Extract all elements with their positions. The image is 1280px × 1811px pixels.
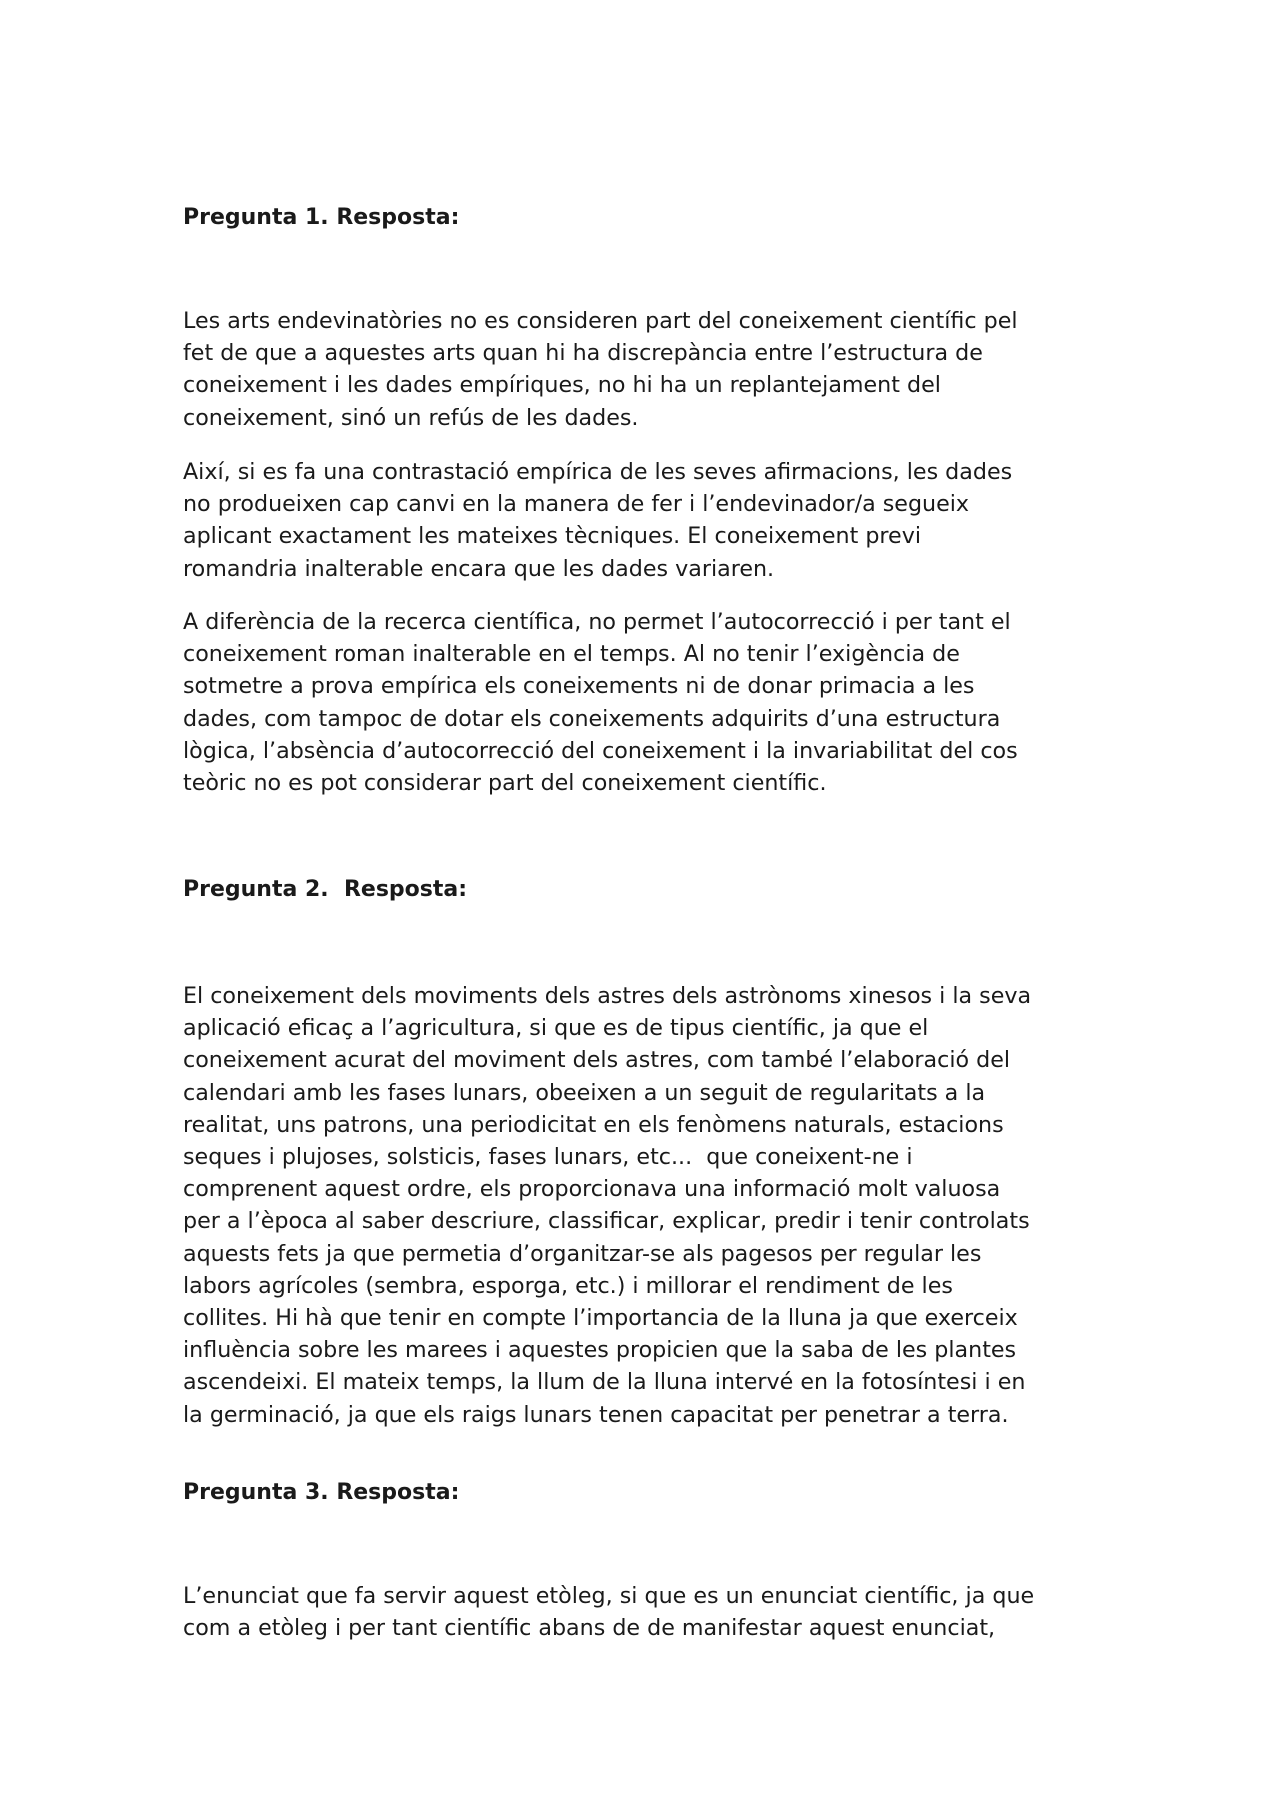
text-line: A diferència de la recerca científica, no permet l’autocorrecció i per tant el	[183, 609, 1011, 635]
question-3-heading-block	[183, 1477, 1103, 1509]
text-line: romandria inalterable encara que les dades variaren.	[183, 555, 775, 582]
text-line: Així, si es fa una contrastació empírica de les seves afirmacions, les dades	[183, 459, 1013, 485]
question-3-paragraph-1	[183, 1580, 1103, 1644]
text-line: la germinació, ja que els raigs lunars tenen capacitat per penetrar a terra.	[183, 1401, 1009, 1428]
text-line: L’enunciat que fa servir aquest etòleg, si que es un enunciat científic, ja que	[183, 1583, 1035, 1609]
text-line: teòric no es pot considerar part del coneixement científic.	[183, 770, 827, 797]
text-line: El coneixement dels moviments dels astres dels astrònoms xinesos i la seva	[183, 983, 1032, 1009]
text-line: comprenent aquest ordre, els proporcionava una informació molt valuosa	[183, 1176, 1001, 1203]
text-line: per a l’època al saber descriure, classificar, explicar, predir i tenir controlats	[183, 1208, 1030, 1235]
text-line: lògica, l’absència d’autocorrecció del coneixement i la invariabilitat del cos	[183, 737, 1018, 764]
text-line: collites. Hi hà que tenir en compte l’importancia de la lluna ja que exerceix	[183, 1305, 1018, 1332]
text-line: labors agrícoles (sembra, esporga, etc.) i millorar el rendiment de les	[183, 1272, 953, 1299]
question-1-paragraph-1	[183, 305, 1103, 434]
text-line: coneixement i les dades empíriques, no hi ha un replantejament del	[183, 372, 941, 399]
text-line: calendari amb les fases lunars, obeeixen a un seguit de regularitats a la	[183, 1079, 986, 1106]
text-line: dades, com tampoc de dotar els coneixements adquirits d’una estructura	[183, 705, 1001, 732]
text-line: sotmetre a prova empírica els coneixements ni de donar primacia a les	[183, 673, 975, 700]
text-line: com a etòleg i per tant científic abans de de manifestar aquest enunciat,	[183, 1615, 996, 1642]
text-line: aplicant exactament les mateixes tècniques. El coneixement previ	[183, 523, 922, 550]
text-line: aplicació eficaç a l’agricultura, si que es de tipus científic, ja que el	[183, 1015, 929, 1042]
text-line: Les arts endevinatòries no es consideren part del coneixement científic pel	[183, 308, 1018, 334]
text-line: influència sobre les marees i aquestes propicien que la saba de les plantes	[183, 1337, 1017, 1364]
question-1-paragraph-2	[183, 456, 1103, 585]
text-line: coneixement roman inalterable en el temps. Al no tenir l’exigència de	[183, 641, 960, 668]
question-1-heading-block	[183, 202, 1103, 234]
question-2-paragraph-1	[183, 980, 1103, 1431]
text-line: seques i plujoses, solsticis, fases lunars, etc... que coneixent-ne i	[183, 1144, 913, 1171]
text-line: no produeixen cap canvi en la manera de fer i l’endevinador/a segueix	[183, 491, 970, 518]
text-line: aquests fets ja que permetia d’organitzar-se als pagesos per regular les	[183, 1240, 982, 1267]
text-line: coneixement, sinó un refús de les dades.	[183, 404, 639, 431]
question-2-heading-block	[183, 874, 1103, 906]
question-2-heading: Pregunta 2. Resposta:	[183, 877, 468, 902]
text-line: fet de que a aquestes arts quan hi ha discrepància entre l’estructura de	[183, 340, 983, 367]
question-1-paragraph-3	[183, 606, 1103, 799]
text-line: realitat, uns patrons, una periodicitat en els fenòmens naturals, estacions	[183, 1111, 1004, 1138]
text-line: coneixement acurat del moviment dels astres, com també l’elaboració del	[183, 1047, 1011, 1074]
question-1-heading: Pregunta 1. Resposta:	[183, 205, 460, 230]
question-3-heading: Pregunta 3. Resposta:	[183, 1480, 460, 1505]
text-line: ascendeixi. El mateix temps, la llum de la lluna intervé en la fotosíntesi i en	[183, 1369, 1026, 1396]
